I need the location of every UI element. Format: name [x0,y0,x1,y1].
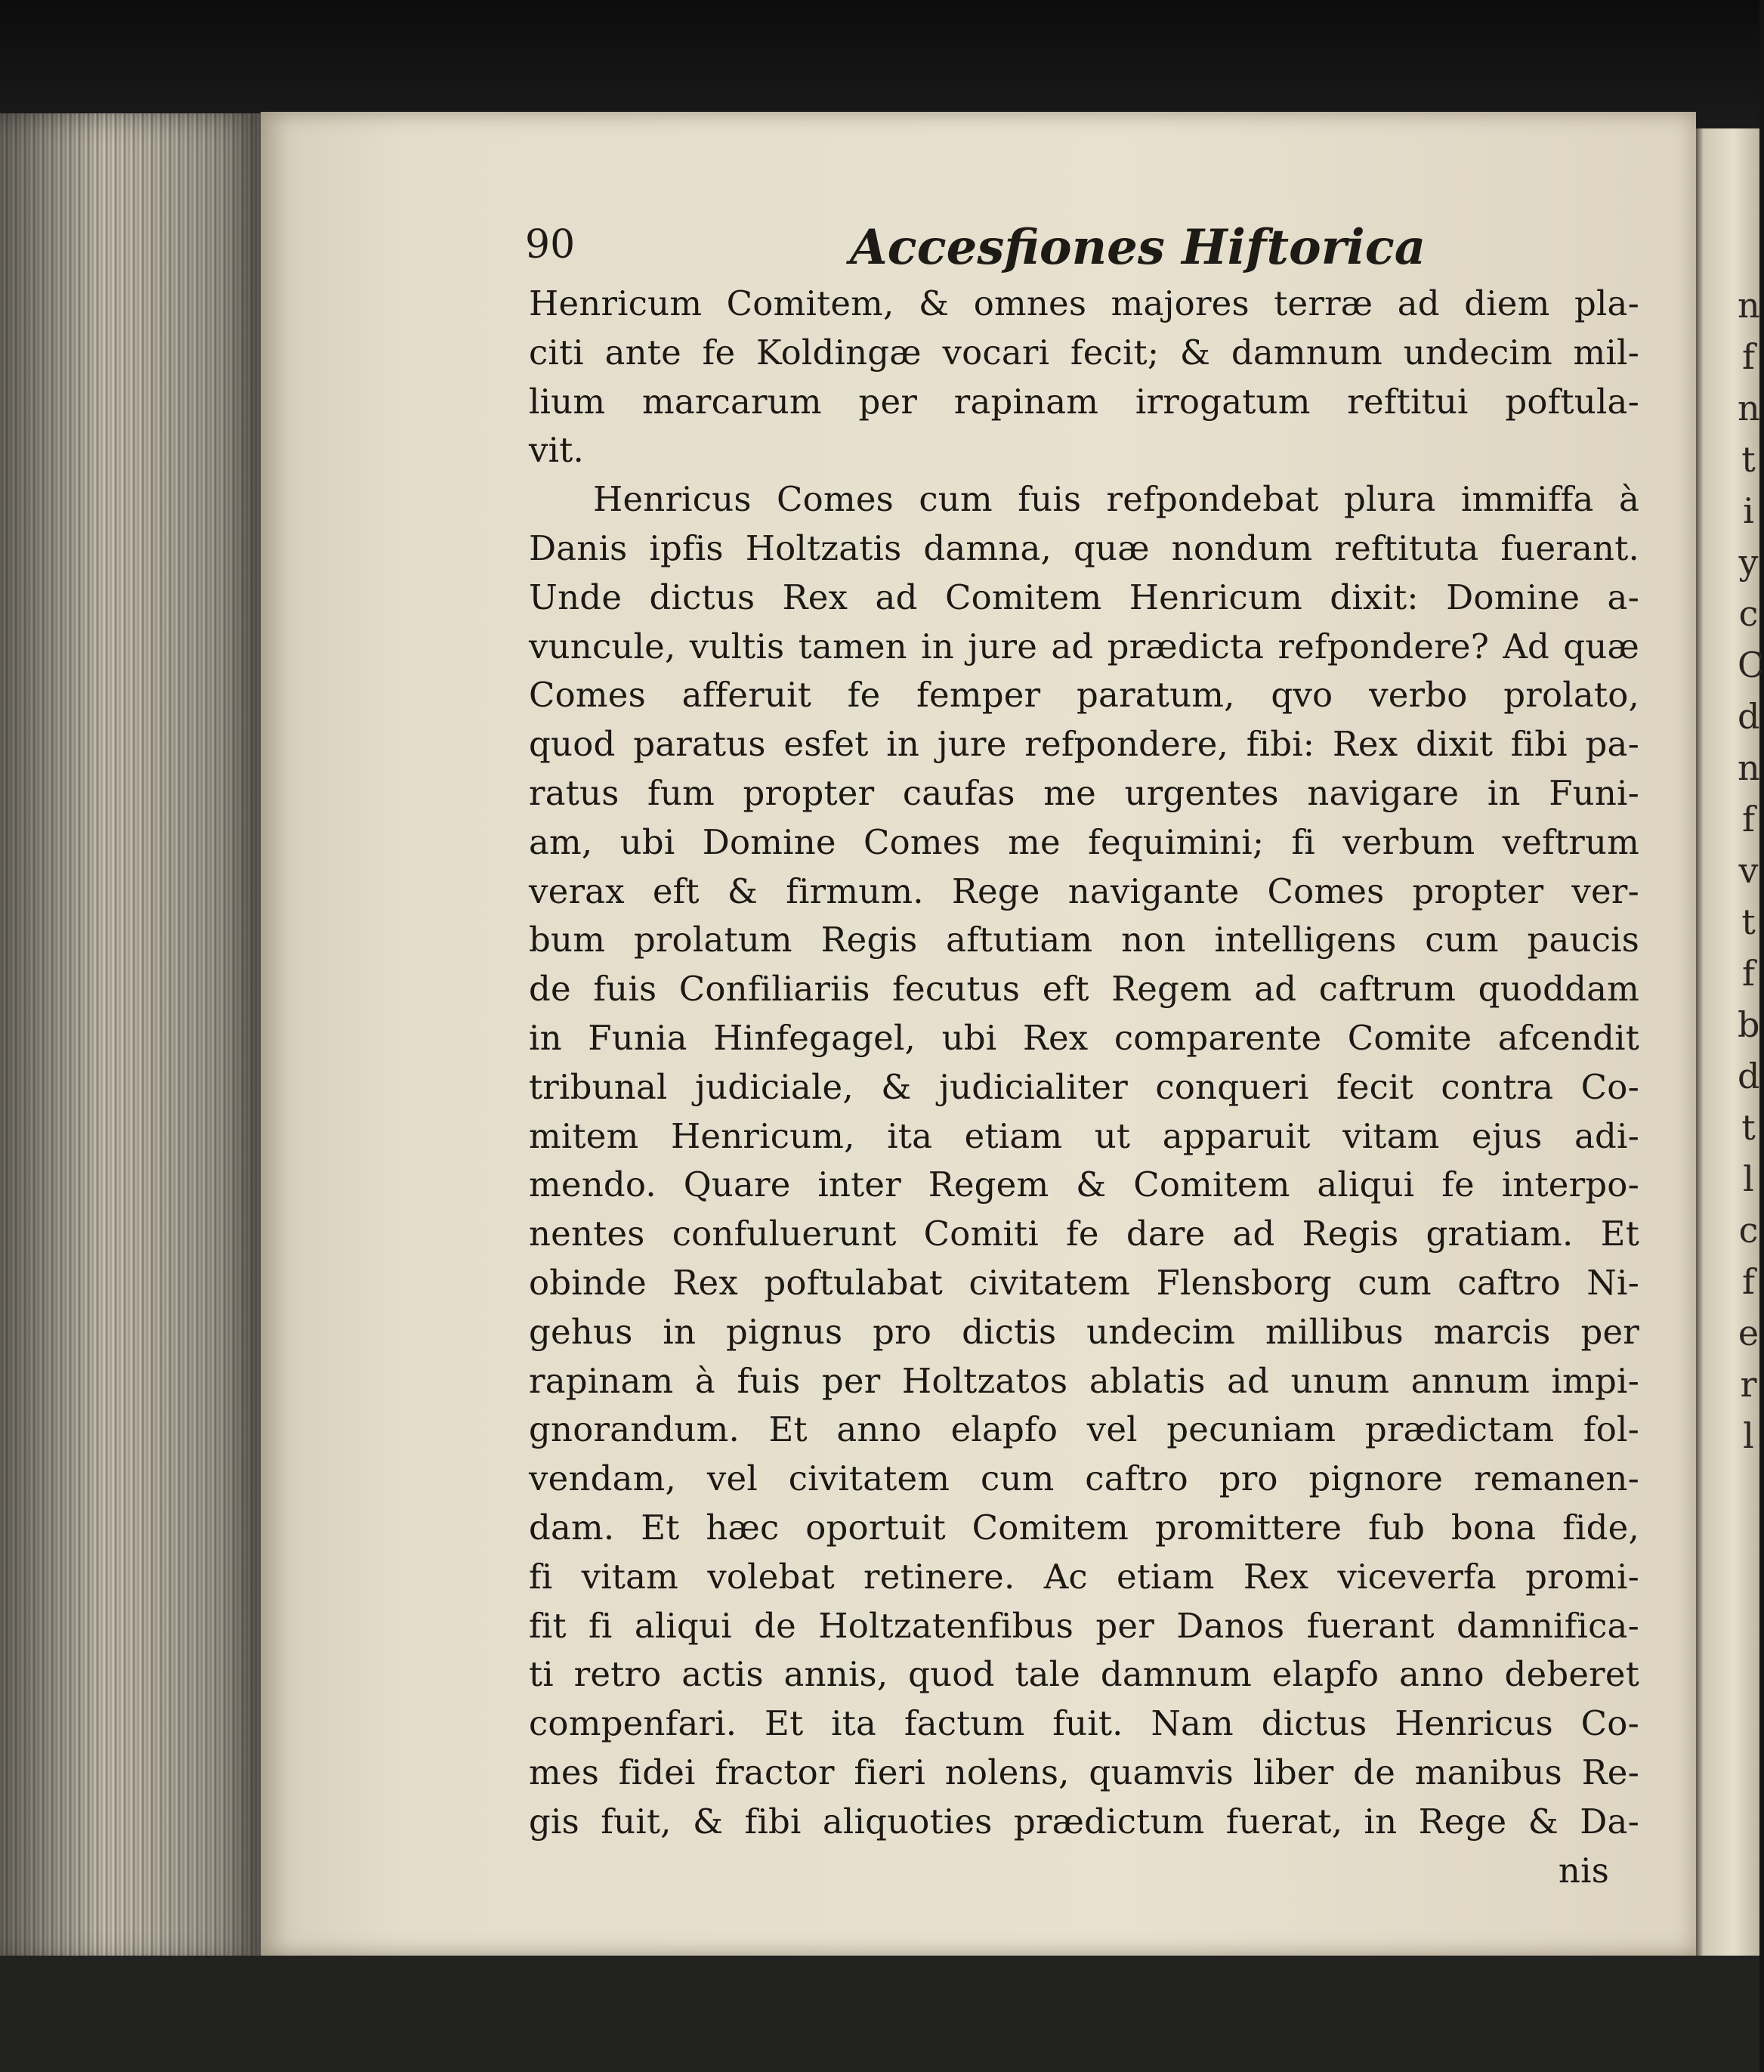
running-title: Accesfiones Hiftorica [850,219,1426,276]
body-text [529,280,1639,1895]
facing-page-letter: c [1738,1210,1759,1251]
text-line: fit fi aliqui de Holtzatenfibus per Danos fuerant damnifica- [529,1605,1639,1646]
facing-page-letter: n [1738,747,1760,788]
facing-page-letter: d [1738,1056,1760,1096]
text-line: vendam, vel civitatem cum caftro pro pignore remanen- [529,1458,1639,1499]
text-line: Danis ipfis Holtzatis damna, quæ nondum reftituta fuerant. [529,527,1639,568]
text-line: vit. [529,430,585,471]
facing-page-letter: t [1741,439,1756,480]
text-line: nentes confuluerunt Comiti fe dare ad Regis gratiam. Et [529,1214,1639,1254]
text-line: de fuis Confiliariis fecutus eft Regem ad caftrum quoddam [529,969,1639,1010]
facing-page-letter: d [1738,696,1760,737]
facing-page-letter: n [1738,388,1760,428]
text-line: verax eft & firmum. Rege navigante Comes propter ver- [529,871,1639,911]
facing-page-letter: y [1738,542,1759,583]
facing-page-letter: C [1738,645,1764,685]
facing-page-letter: f [1741,799,1756,840]
text-line: compenfari. Et ita factum fuit. Nam dictus Henricus Co- [529,1703,1639,1744]
text-line: gis fuit, & fibi aliquoties prædictum fuerat, in Rege & Da- [529,1801,1639,1842]
facing-page-letter: n [1738,285,1760,326]
text-line: Comes afferuit fe femper paratum, qvo verbo prolato, [529,675,1639,716]
facing-page-letter: t [1741,901,1756,942]
text-line: lium marcarum per rapinam irrogatum reftitui poftula- [529,381,1639,422]
text-line: obinde Rex poftulabat civitatem Flensborg cum caftro Ni- [529,1262,1639,1303]
text-line: citi ante fe Koldingæ vocari fecit; & damnum undecim mil- [529,332,1639,373]
text-line: ratus fum propter caufas me urgentes navigare in Funi- [529,772,1639,813]
facing-page-letter: c [1738,593,1759,634]
page-edge-shadow [0,113,264,1965]
text-line: am, ubi Domine Comes me fequimini; fi verbum veftrum [529,821,1639,862]
text-line: vuncule, vultis tamen in jure ad prædicta refpondere? Ad quæ [529,626,1639,666]
facing-page-letter: v [1738,850,1759,891]
facing-page-letter: e [1738,1313,1759,1353]
facing-page-letter: f [1741,1261,1756,1302]
text-line: fi vitam volebat retinere. Ac etiam Rex viceverfa promi- [529,1556,1639,1597]
text-line: tribunal judiciale, & judicialiter conqueri fecit contra Co- [529,1066,1639,1107]
text-line: gnorandum. Et anno elapfo vel pecuniam prædictam fol- [529,1409,1639,1450]
text-line: rapinam à fuis per Holtzatos ablatis ad unum annum impi- [529,1360,1639,1401]
text-line: in Funia Hinfegagel, ubi Rex comparente Comite afcendit [529,1017,1639,1058]
facing-page-letter: b [1738,1004,1760,1045]
page-number: 90 [525,222,576,268]
text-line: quod paratus esfet in jure refpondere, fibi: Rex dixit fibi pa- [529,724,1639,765]
text-line: Unde dictus Rex ad Comitem Henricum dixit: Domine a- [529,577,1639,617]
text-line: bum prolatum Regis aftutiam non intelligens cum paucis [529,920,1639,960]
text-line: dam. Et hæc oportuit Comitem promittere fub bona fide, [529,1507,1639,1548]
facing-page-letter: i [1743,490,1754,531]
facing-page-letter: l [1743,1158,1754,1199]
bottom-background [0,1956,1759,2072]
catchword: nis [1558,1850,1609,1891]
text-line: ti retro actis annis, quod tale damnum elapfo anno deberet [529,1654,1639,1695]
text-line: gehus in pignus pro dictis undecim millibus marcis per [529,1311,1639,1352]
facing-page-letter: l [1743,1415,1754,1456]
facing-page-letter: f [1741,953,1756,994]
facing-page-letter: f [1741,336,1756,377]
text-line: Henricus Comes cum fuis refpondebat plura immiffa à [593,479,1639,520]
text-line: mendo. Quare inter Regem & Comitem aliqui fe interpo- [529,1164,1639,1205]
facing-page-letter: t [1741,1107,1756,1148]
page-header [525,219,1658,276]
facing-page-letter: r [1740,1364,1757,1405]
facing-page-text [1738,280,1764,1461]
text-line: Henricum Comitem, & omnes majores terræ ad diem pla- [529,283,1639,323]
text-line: mes fidei fractor fieri nolens, quamvis liber de manibus Re- [529,1752,1639,1792]
text-line: mitem Henricum, ita etiam ut apparuit vitam ejus adi- [529,1115,1639,1156]
